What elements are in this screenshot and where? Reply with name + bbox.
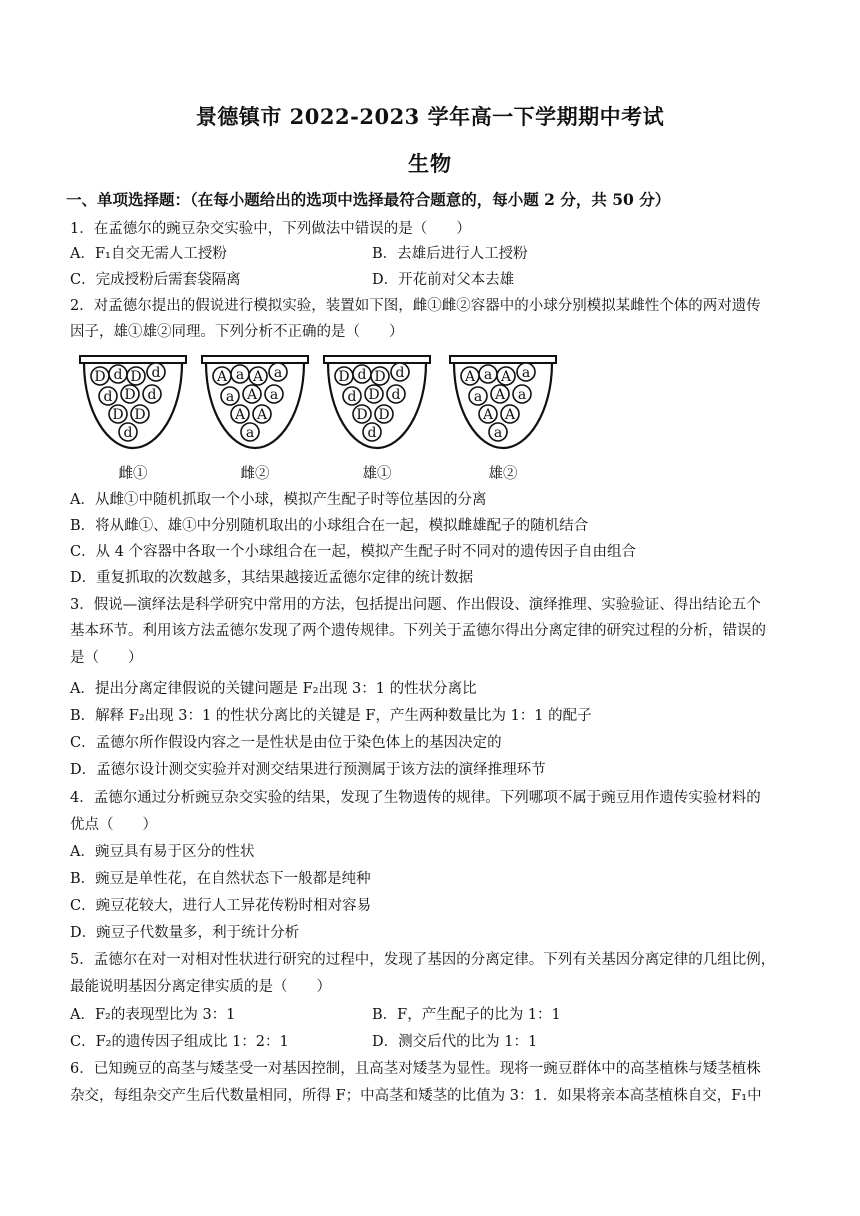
ball-label: d: [357, 367, 367, 383]
ball-label: a: [473, 389, 483, 405]
question-3-stem-line-3: 是（ ）: [70, 650, 143, 666]
ball-label: A: [500, 369, 512, 385]
container-drawing: [78, 352, 188, 452]
ball-label: a: [245, 425, 255, 441]
container-1: [78, 352, 188, 452]
ball-label: d: [391, 387, 401, 403]
container-rim: [80, 356, 186, 363]
ball-label: a: [493, 425, 503, 441]
question-2-stem-line-1: 2．对孟德尔提出的假说进行模拟实验，装置如下图，雌①雌②容器中的小球分别模拟某雌性个体的两对遗传: [70, 298, 761, 314]
question-3-option-b: B．解释 F₂出现 3：1 的性状分离比的关键是 F，产生两种数量比为 1：1 的配子: [70, 708, 592, 724]
question-1-stem: 1．在孟德尔的豌豆杂交实验中，下列做法中错误的是（ ）: [70, 221, 471, 237]
question-4-stem-line-1: 4．孟德尔通过分析豌豆杂交实验的结果，发现了生物遗传的规律。下列哪项不属于豌豆用作遗传实验材料的: [70, 790, 761, 806]
ball-label: d: [367, 425, 377, 441]
question-4-option-d: D．豌豆子代数量多，利于统计分析: [70, 925, 300, 941]
question-6-stem-line-1: 6．已知豌豆的高茎与矮茎受一对基因控制，且高茎对矮茎为显性。现将一豌豆群体中的高茎植株与矮茎植株: [70, 1061, 761, 1077]
container-drawing: [448, 352, 558, 452]
question-4-option-b: B．豌豆是单性花，在自然状态下一般都是纯种: [70, 871, 371, 887]
question-5-stem-line-2: 最能说明基因分离定律实质的是（ ）: [70, 979, 331, 995]
question-1-option-c: C．完成授粉后需套袋隔离: [70, 272, 241, 288]
question-1-option-a: A．F₁自交无需人工授粉: [70, 246, 227, 262]
ball-label: D: [368, 387, 380, 403]
question-5-option-a: A．F₂的表现型比为 3：1: [70, 1007, 236, 1023]
container-label: 雌②: [240, 466, 270, 482]
container-label: 雄②: [488, 466, 518, 482]
ball-label: d: [347, 389, 357, 405]
ball-label: a: [225, 389, 235, 405]
ball-label: d: [113, 367, 123, 383]
question-1-option-d: D．开花前对父本去雄: [372, 272, 515, 288]
ball-label: a: [273, 365, 283, 381]
container-3: [322, 352, 432, 452]
ball-label: A: [246, 387, 258, 403]
ball-label: a: [483, 367, 493, 383]
subject-title: 生物: [408, 151, 452, 176]
container-diagram: [66, 352, 556, 484]
container-rim: [450, 356, 556, 363]
question-3-stem-line-2: 基本环节。利用该方法孟德尔发现了两个遗传规律。下列关于孟德尔得出分离定律的研究过程的分析，错误的: [70, 623, 766, 639]
ball-label: D: [124, 387, 136, 403]
question-4-option-c: C．豌豆花较大，进行人工异花传粉时相对容易: [70, 898, 372, 914]
ball-label: d: [123, 425, 133, 441]
question-3-option-c: C．孟德尔所作假设内容之一是性状是由位于染色体上的基因决定的: [70, 735, 502, 751]
ball-label: D: [356, 407, 368, 423]
question-5-option-c: C．F₂的遗传因子组成比 1：2：1: [70, 1034, 289, 1050]
ball-label: d: [147, 387, 157, 403]
question-2-option-b: B．将从雌①、雄①中分别随机取出的小球组合在一起，模拟雌雄配子的随机结合: [70, 518, 589, 534]
container-4: [448, 352, 558, 452]
container-label: 雄①: [362, 466, 392, 482]
ball-label: a: [517, 387, 527, 403]
question-2-stem-line-2: 因子，雄①雄②同理。下列分析不正确的是（ ）: [70, 324, 404, 340]
question-1-option-b: B．去雄后进行人工授粉: [372, 246, 528, 262]
question-3-option-a: A．提出分离定律假说的关键问题是 F₂出现 3：1 的性状分离比: [70, 681, 477, 697]
ball-label: A: [216, 369, 228, 385]
question-5-option-b: B．F，产生配子的比为 1：1: [372, 1007, 561, 1023]
ball-label: a: [269, 387, 279, 403]
ball-label: D: [134, 407, 146, 423]
ball-label: a: [521, 365, 531, 381]
question-4-stem-line-2: 优点（ ）: [70, 817, 157, 833]
container-drawing: [200, 352, 310, 452]
question-2-option-a: A．从雌①中随机抓取一个小球，模拟产生配子时等位基因的分离: [70, 492, 487, 508]
ball-label: A: [482, 407, 494, 423]
ball-label: A: [464, 369, 476, 385]
container-label: 雌①: [118, 466, 148, 482]
question-4-option-a: A．豌豆具有易于区分的性状: [70, 844, 255, 860]
ball-label: A: [252, 369, 264, 385]
question-2-option-d: D．重复抓取的次数越多，其结果越接近孟德尔定律的统计数据: [70, 570, 474, 586]
ball-label: A: [494, 387, 506, 403]
ball-label: D: [112, 407, 124, 423]
container-rim: [202, 356, 308, 363]
question-5-stem-line-1: 5．孟德尔在对一对相对性状进行研究的过程中，发现了基因的分离定律。下列有关基因分离定律的几组比例，: [70, 952, 776, 968]
ball-label: D: [338, 369, 350, 385]
ball-label: D: [374, 369, 386, 385]
ball-label: D: [378, 407, 390, 423]
section-heading: 一、单项选择题：（在每小题给出的选项中选择最符合题意的，每小题 2 分，共 50 分）: [66, 190, 671, 209]
ball-label: a: [235, 367, 245, 383]
container-drawing: [322, 352, 432, 452]
ball-label: d: [103, 389, 113, 405]
ball-label: A: [256, 407, 268, 423]
question-5-option-d: D．测交后代的比为 1：1: [372, 1034, 538, 1050]
question-2-option-c: C．从 4 个容器中各取一个小球组合在一起，模拟产生配子时不同对的遗传因子自由组合: [70, 544, 637, 560]
container-rim: [324, 356, 430, 363]
exam-title: 景德镇市 2022-2023 学年高一下学期期中考试: [195, 104, 665, 129]
ball-label: D: [130, 369, 142, 385]
ball-label: d: [151, 365, 161, 381]
container-2: [200, 352, 310, 452]
ball-label: A: [234, 407, 246, 423]
ball-label: A: [504, 407, 516, 423]
ball-label: D: [94, 369, 106, 385]
question-6-stem-line-2: 杂交，每组杂交产生后代数量相同，所得 F；中高茎和矮茎的比值为 3：1．如果将亲本高茎植株自交，F₁中: [70, 1088, 762, 1104]
question-3-stem-line-1: 3．假说—演绎法是科学研究中常用的方法，包括提出问题、作出假设、演绎推理、实验验证、得出结论五个: [70, 597, 761, 613]
question-3-option-d: D．孟德尔设计测交实验并对测交结果进行预测属于该方法的演绎推理环节: [70, 762, 546, 778]
ball-label: d: [395, 365, 405, 381]
